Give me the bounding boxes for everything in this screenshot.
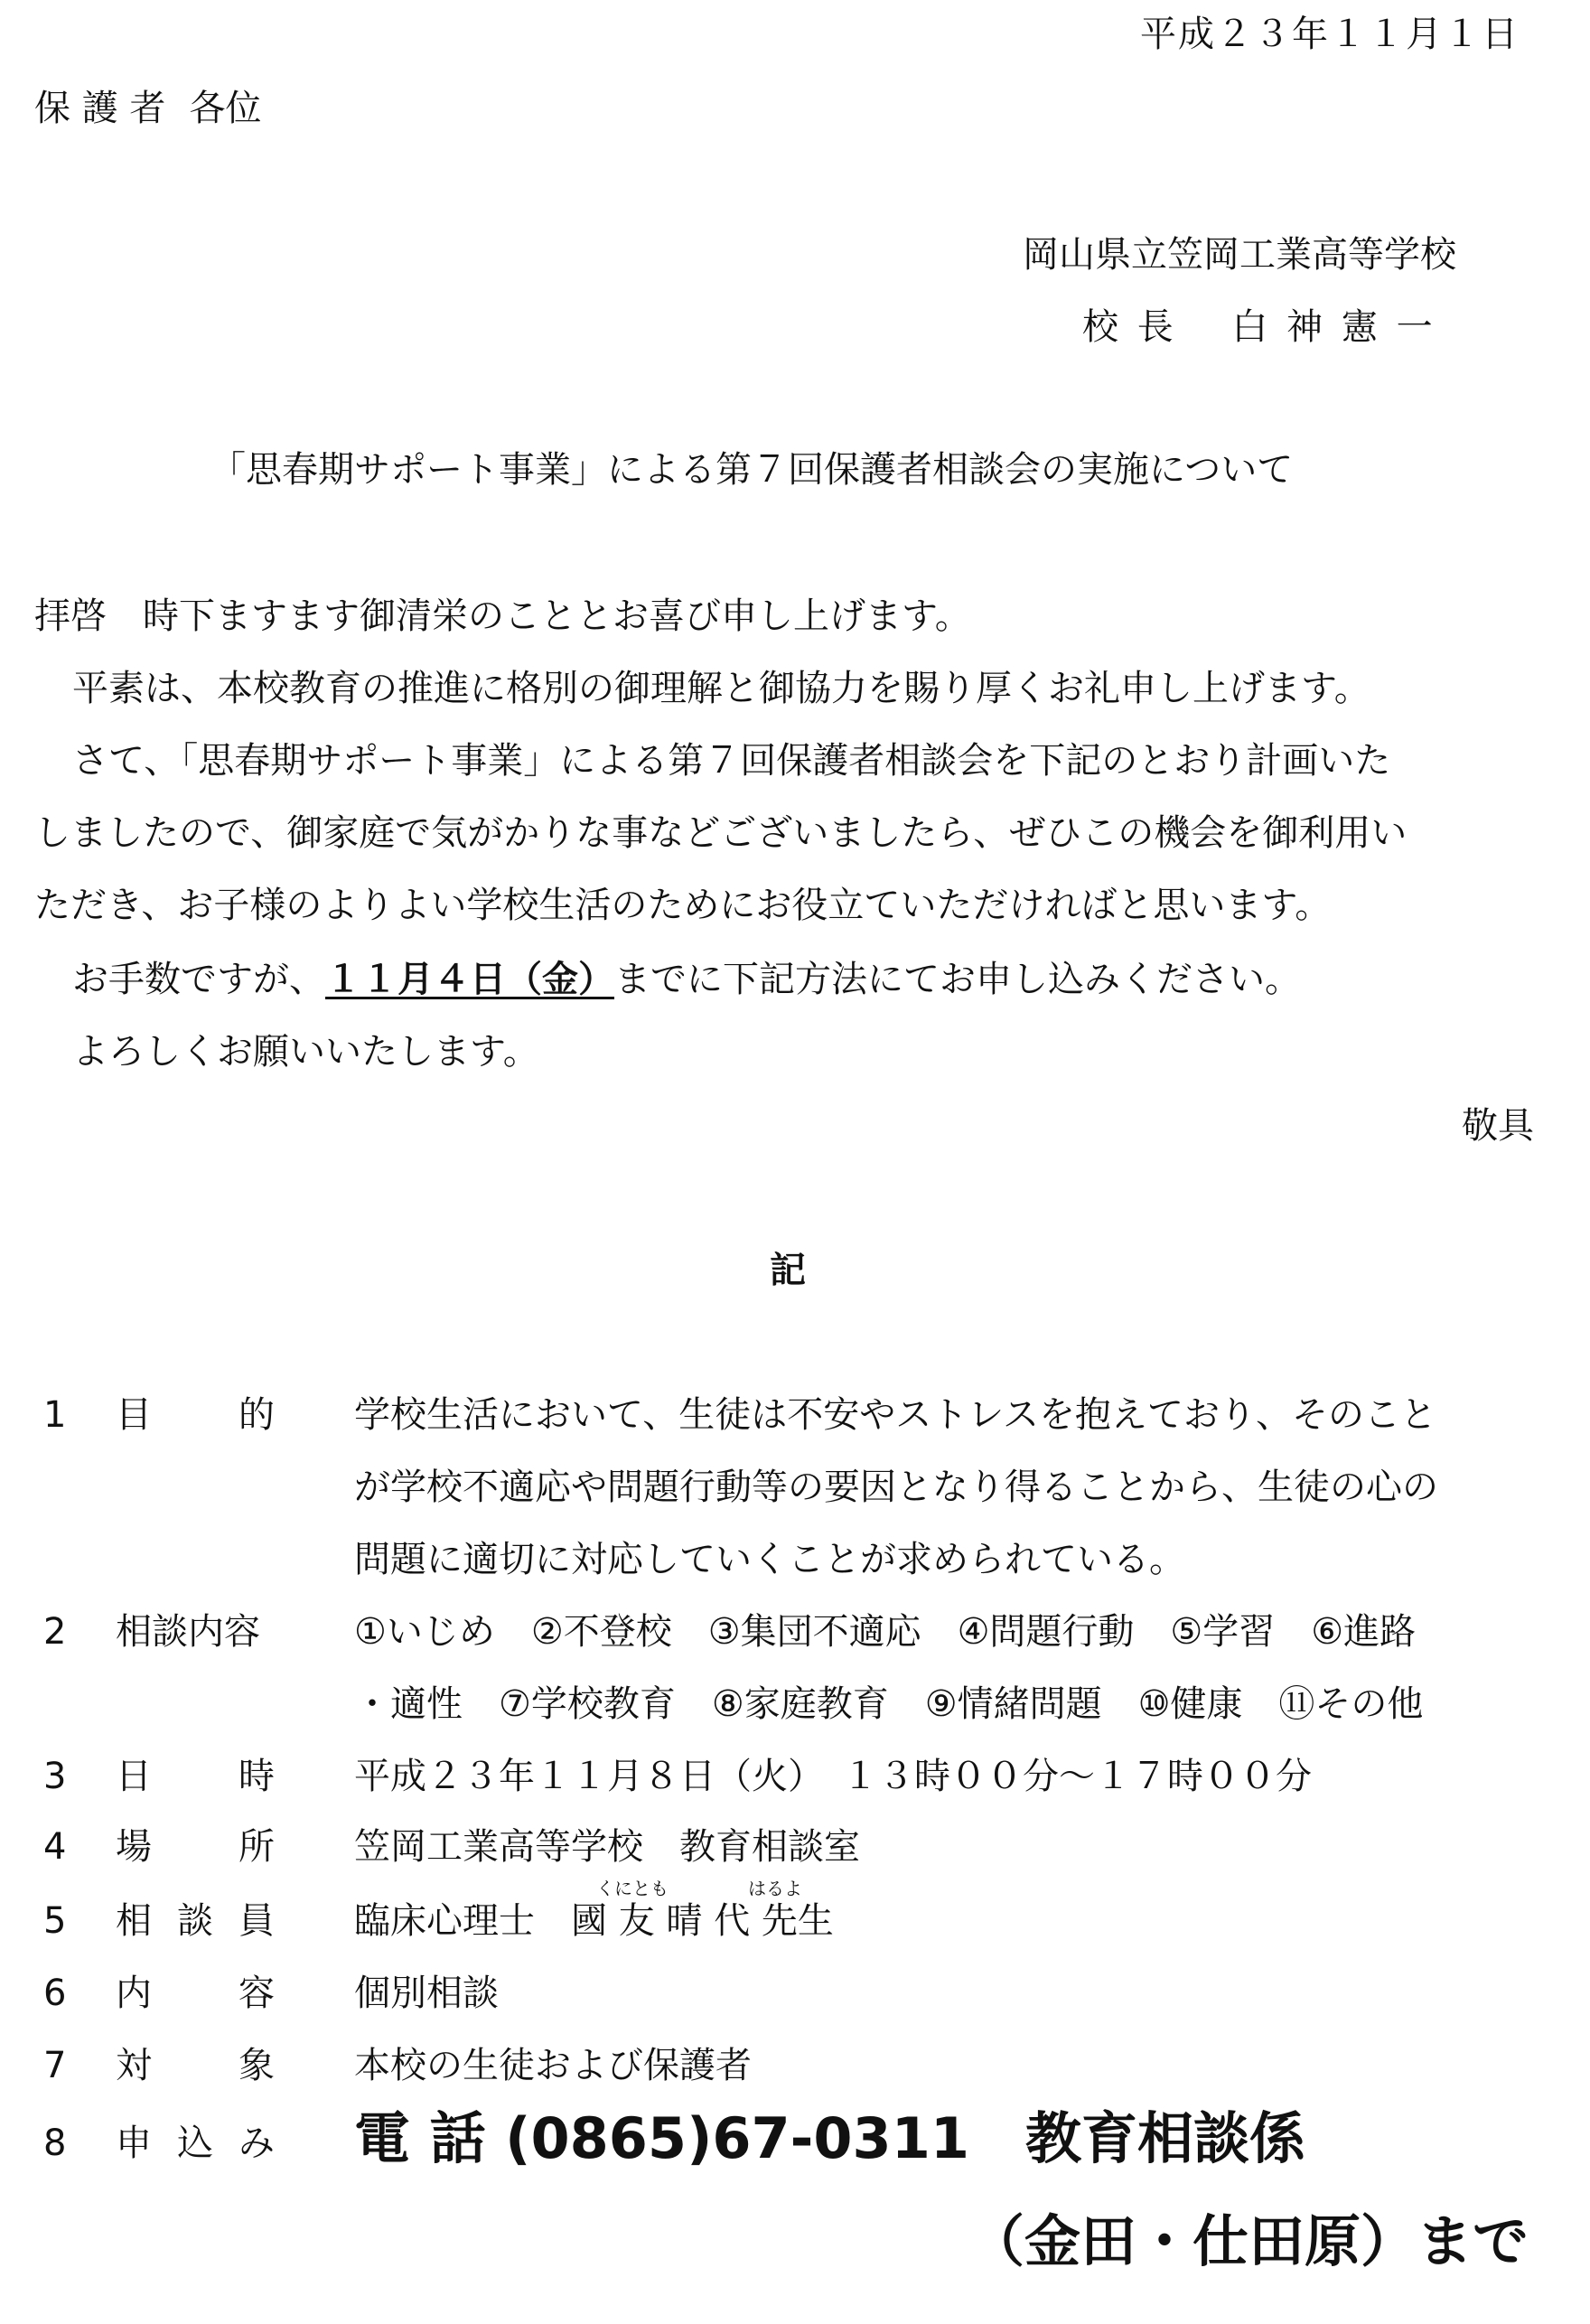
issue-date: 平成２３年１１月１日 [1140,14,1520,55]
item-number-7: 7 [43,2045,67,2086]
body-paragraph-4: しましたので、御家庭で気がかりな事などございましたら、ぜひこの機会を御利用い [34,812,1408,854]
contact-phone: 電 話 (0865)67-0311 教育相談係 [354,2105,1305,2171]
item-value-7: 本校の生徒および保護者 [354,2045,752,2086]
closing-word: 敬具 [1462,1105,1534,1147]
section-heading: 記 [770,1250,806,1291]
item-number-2: 2 [43,1611,67,1653]
item-value-5: 臨床心理士 國 友 晴 代 先生 [354,1900,834,1942]
item-value-6: 個別相談 [354,1973,499,2014]
furigana-surname: くにとも [596,1878,669,1899]
item-number-6: 6 [43,1973,67,2014]
item-label-4: 場 所 [116,1826,275,1868]
deadline-date: １１月４日（金） [325,959,614,1000]
closing-request: よろしくお願いいたします。 [72,1031,539,1073]
item-number-1: 1 [43,1394,67,1436]
item-label-5: 相 談 員 [116,1900,275,1942]
item-value-2-line-1: ①いじめ ②不登校 ③集団不適応 ④問題行動 ⑤学習 ⑥進路 [354,1611,1417,1653]
addressee [34,90,261,127]
body-paragraph-2: 平素は、本校教育の推進に格別の御理解と御協力を賜り厚くお礼申し上げます。 [72,668,1370,709]
document-title: 「思春期サポート事業」による第７回保護者相談会の実施について [210,449,1294,491]
body-paragraph-3: さて、「思春期サポート事業」による第７回保護者相談会を下記のとおり計画いた [72,740,1391,782]
item-label-8: 申 込 み [116,2123,275,2164]
item-value-4: 笠岡工業高等学校 教育相談室 [354,1826,860,1868]
deadline-paragraph [72,961,1301,998]
item-value-1-line-2: が学校不適応や問題行動等の要因となり得ることから、生徒の心の [354,1467,1438,1508]
item-label-6: 内 容 [116,1973,275,2014]
school-name: 岡山県立笠岡工業高等学校 [1023,234,1456,276]
item-number-3: 3 [43,1756,67,1797]
contact-persons: （金田・仕田原）まで [968,2208,1529,2274]
item-label-2: 相談内容 [116,1611,260,1653]
item-value-3: 平成２３年１１月８日（火） １３時００分～１７時００分 [354,1756,1312,1797]
item-value-2-line-2: ・適性 ⑦学校教育 ⑧家庭教育 ⑨情緒問題 ⑩健康 ⑪その他 [354,1683,1424,1725]
item-value-1-line-3: 問題に適切に対応していくことが求められている。 [354,1539,1185,1580]
item-label-1: 目 的 [116,1394,275,1436]
item-value-1-line-1: 学校生活において、生徒は不安やストレスを抱えており、そのこと [354,1394,1436,1436]
item-label-7: 対 象 [116,2045,275,2086]
item-number-8: 8 [43,2123,67,2164]
greeting-paragraph: 拝啓 時下ますます御清栄のこととお喜び申し上げます。 [34,595,971,637]
body-paragraph-5: ただき、お子様のよりよい学校生活のためにお役立ていただければと思います。 [34,885,1332,926]
deadline-prefix: お手数ですが、 [72,959,325,1000]
deadline-suffix: までに下記方法にてお申し込みください。 [614,959,1301,1000]
item-number-5: 5 [43,1900,67,1942]
item-label-3: 日 時 [116,1756,275,1797]
addressee-role: 保 護 者 [34,88,166,129]
addressee-suffix: 各位 [189,88,262,129]
item-number-4: 4 [43,1826,67,1868]
furigana-given-name: はるよ [748,1878,802,1899]
principal-name: 校 長 白 神 憲 一 [1082,306,1436,348]
